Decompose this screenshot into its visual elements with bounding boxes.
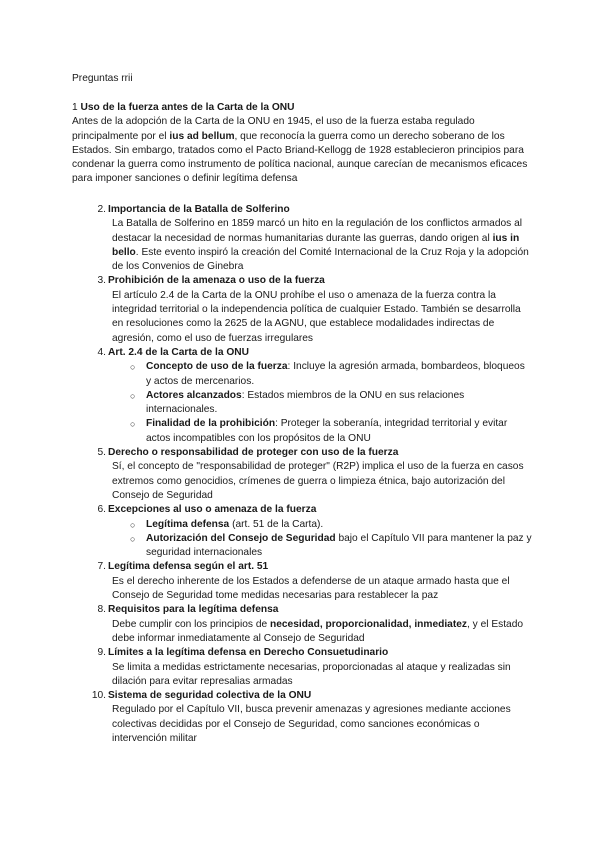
list-item [72,503,532,560]
list-item [72,560,532,603]
item-text: La Batalla de Solferino en 1859 marcó un hito en la regulación de los conflictos armados al destacar la necesidad de normas humanitarias durante las guerras, dando origen al [112,218,523,244]
sub-item-bold: Concepto de uso de la fuerza [146,361,288,373]
sub-item-bold: Actores alcanzados [146,389,242,401]
section-1-number: 1 [72,102,78,113]
item-title: Sistema de seguridad colectiva de la ONU [108,690,312,702]
sub-item-text: : Proteger la soberanía, integridad territorial y evitar actos incompatibles con los propósitos de la ONU [146,418,508,444]
list-item [72,603,532,646]
sub-item-text: : Estados miembros de la ONU en sus relaciones internacionales. [146,389,465,416]
list-item [72,689,532,746]
item-title: Requisitos para la legítima defensa [108,604,279,616]
list-item [72,203,532,274]
item-number: 8 . [84,603,106,617]
sub-item-text: (art. 51 de la Carta). [229,518,324,530]
item-number: 9 . [84,646,106,660]
list-item [72,446,532,503]
sub-item [108,389,532,418]
item-text: . Este evento inspiró la creación del Comité Internacional de la Cruz Roja y la adopción de los Convenios de Ginebra [112,246,529,273]
item-number: 5 . [84,446,106,460]
item-bold: necesidad, proporcionalidad, inmediatez [269,618,467,630]
item-number: 6 . [84,503,106,517]
item-title: Importancia de la Batalla de Solferino [108,204,290,215]
item-body [108,217,532,274]
section-1-bold: ius ad bellum [169,130,235,142]
sub-item-bold: Autorización del Consejo de Seguridad [146,532,336,544]
sub-item-bold: Finalidad de la prohibición [146,418,276,430]
section-1-text-a: Antes de la adopción de la Carta de la ONU en 1945, el uso de la fuerza estaba regulado principalmente por el [72,116,475,142]
item-text: Debe cumplir con los principios de [112,618,270,630]
item-body: Sí, el concepto de "responsabilidad de proteger" (R2P) implica el uso de la fuerza en casos extremos como genocidios, crímenes de guerra o limpieza étnica, bajo autorización del Consejo de Seguridad [112,461,524,501]
sub-item [108,360,532,389]
item-text: , y el Estado debe informar inmediatamente al Consejo de Seguridad [112,618,524,644]
item-body: Se limita a medidas estrictamente necesarias, proporcionadas al ataque y realizadas sin dilación para evitar represalias armadas [112,661,511,687]
list-item [72,274,532,345]
sub-item-text: bajo el Capítulo VII para mantener la paz y seguridad internacionales [146,532,532,559]
item-body: El artículo 2.4 de la Carta de la ONU prohíbe el uso o amenaza de la fuerza contra la integridad territorial o la independencia política de cualquier Estado. También se desarrolla en resoluciones como la 2625 de la AGNU, que establece modalidades indirectas de agresión, como el uso de fuerzas irregulares [112,289,521,344]
item-number: 3 . [84,274,106,288]
list-item [72,346,532,446]
circle-bullet-icon: ○ [130,390,136,401]
item-number: 4 . [84,346,106,360]
item-bold: ius in bello [112,232,520,258]
sub-item [108,532,532,561]
item-title: Art. 2.4 de la Carta de la ONU [108,346,249,358]
item-body: Regulado por el Capítulo VII, busca prevenir amenazas y agresiones mediante acciones colectivas decididas por el Consejo de Seguridad, como sanciones económicas o intervención militar [112,704,511,744]
sub-item-text: : Incluye la agresión armada, bombardeos, bloqueos y actos de mercenarios. [146,361,525,387]
item-title: Excepciones al uso o amenaza de la fuerza [108,504,317,516]
circle-bullet-icon: ○ [130,362,136,373]
circle-bullet-icon: ○ [130,519,136,530]
item-body [108,618,532,647]
section-1-heading: Uso de la fuerza antes de la Carta de la ONU [80,102,295,113]
item-body: Es el derecho inherente de los Estados a defenderse de un ataque armado hasta que el Consejo de Seguridad tome medidas necesarias para restablecer la paz [112,575,510,602]
item-title: Prohibición de la amenaza o uso de la fuerza [108,275,325,287]
item-number: 2 . [84,203,106,217]
sub-item [108,518,532,532]
item-title: Límites a la legítima defensa en Derecho Consuetudinario [108,647,389,659]
circle-bullet-icon: ○ [130,533,136,544]
section-1-text-b: , que reconocía la guerra como un derecho soberano de los Estados. Sin embargo, tratados como el Pacto Briand-Kellogg de 1928 establecieron principios para condenar la guerra como instrumento de política nacional, aunque carecían de mecanismos eficaces para imponer sanciones o definir legítima defensa [72,130,528,185]
item-number: 7 . [84,560,106,574]
item-title: Derecho o responsabilidad de proteger con uso de la fuerza [108,447,399,459]
item-title: Legítima defensa según el art. 51 [108,561,269,573]
item-number: 10 . [84,689,106,703]
numbered-list [72,203,532,746]
sub-item-bold: Legítima defensa [146,518,230,530]
sub-item [108,417,532,446]
document-title: Preguntas rrii [72,73,133,84]
circle-bullet-icon: ○ [130,419,136,430]
list-item [72,646,532,689]
section-1 [72,101,532,187]
